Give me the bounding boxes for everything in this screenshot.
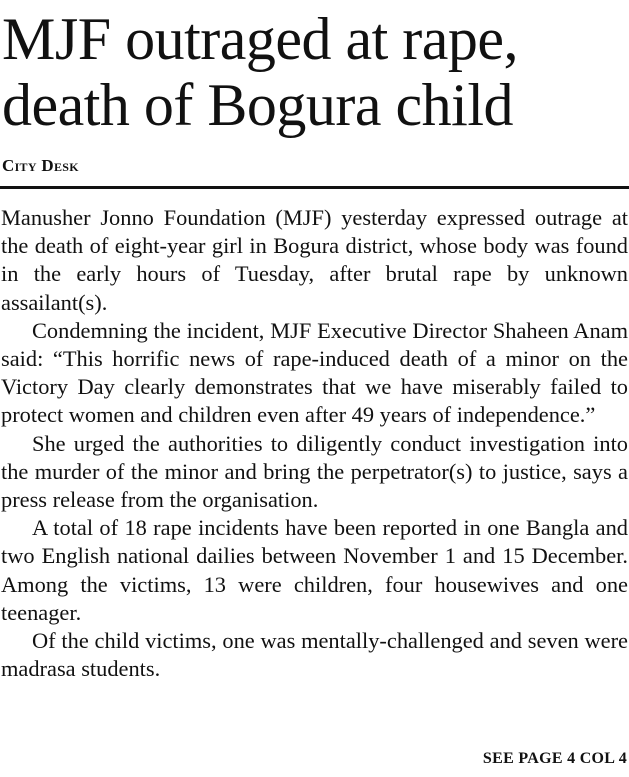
paragraph-5: Of the child victims, one was mentally-challenged and seven were madrasa students. <box>1 628 628 682</box>
byline-divider <box>0 186 629 189</box>
article-body <box>1 204 628 683</box>
byline: City Desk <box>2 156 79 175</box>
headline-line-2: death of Bogura child <box>2 72 514 138</box>
headline-line-1: MJF outraged at rape, <box>2 6 519 72</box>
continuation-jump-line: SEE PAGE 4 COL 4 <box>482 750 627 767</box>
paragraph-3: She urged the authorities to diligently conduct investigation into the murder of the minor and bring the perpetrator(s) to justice, says a press release from the organisation. <box>1 430 628 513</box>
paragraph-2: Condemning the incident, MJF Executive Director Shaheen Anam said: “This horrific news of rape-induced death of a minor on the Victory Day clearly demonstrates that we have miserably failed to protect women and children even after 49 years of independence.” <box>1 317 628 428</box>
paragraph-4: A total of 18 rape incidents have been reported in one Bangla and two English national dailies between November 1 and 15 December. Among the victims, 13 were children, four housewives and one teenager. <box>1 515 628 625</box>
headline <box>0 6 629 138</box>
paragraph-1: Manusher Jonno Foundation (MJF) yesterday expressed outrage at the death of eight-year girl in Bogura district, whose body was found in the early hours of Tuesday, after brutal rape by unknown assailant(s). <box>1 205 628 315</box>
